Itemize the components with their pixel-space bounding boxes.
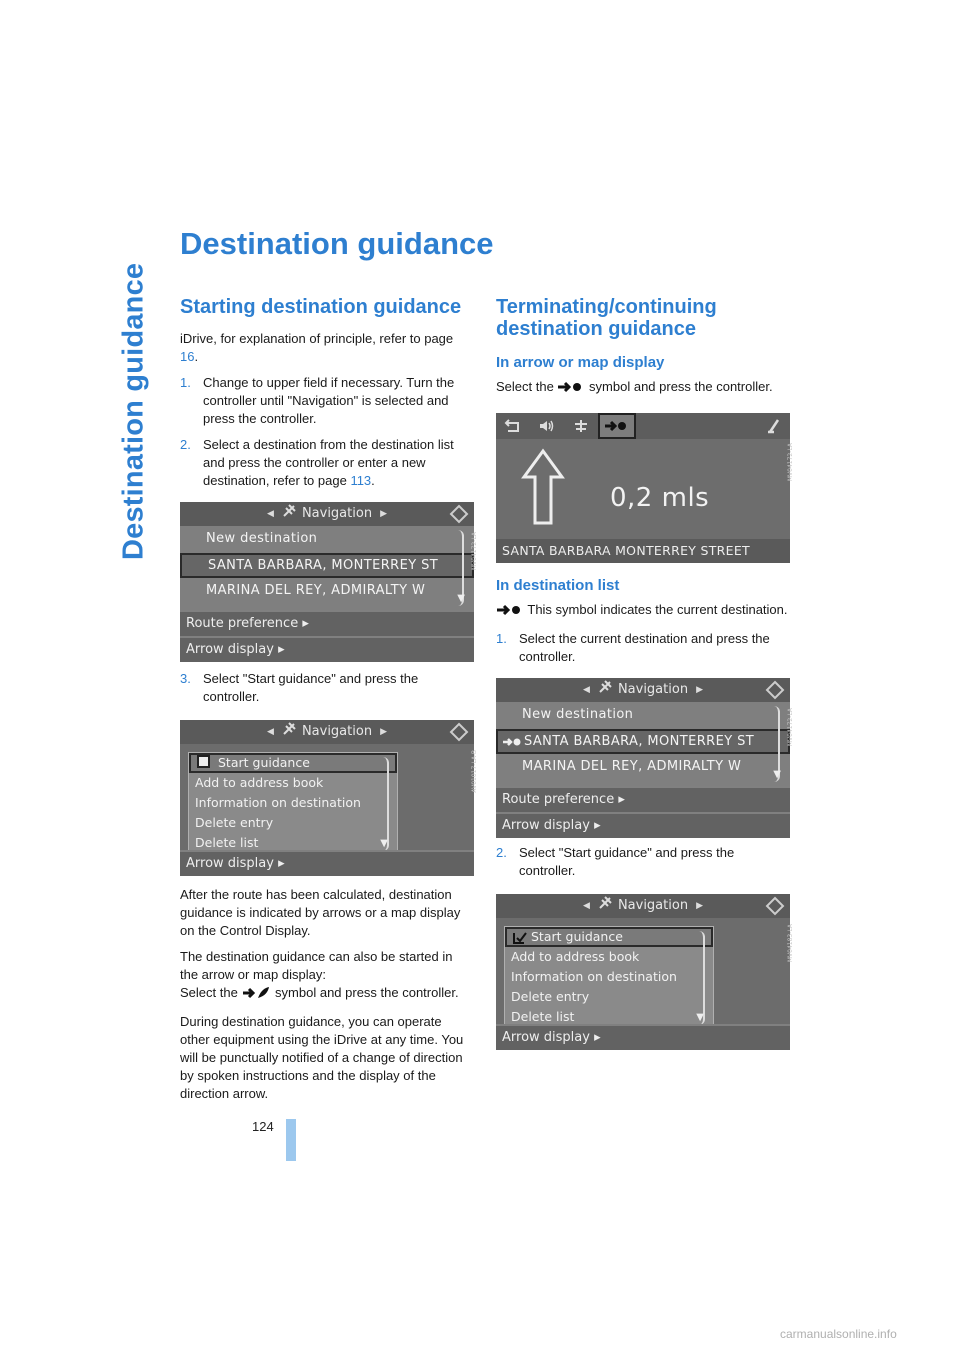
list-item[interactable]: New destination	[206, 531, 318, 546]
screenshot-arrow-display	[496, 413, 794, 563]
menu-item-information[interactable]: Information on destination	[511, 969, 677, 984]
page-title: Destination guidance	[180, 226, 494, 261]
screen-header: ◀ Navigation ▶	[180, 720, 474, 744]
image-code: MV04172-LA	[471, 532, 478, 571]
step-2: 2. Select "Start guidance" and press the controller.	[496, 845, 735, 878]
subheading-arrow-map: In arrow or map display	[496, 354, 665, 371]
popup-menu	[188, 752, 398, 856]
menu-item-add-address[interactable]: Add to address book	[195, 775, 324, 790]
left-arrow-icon: ◀	[267, 509, 274, 519]
options-icon	[450, 723, 468, 747]
left-arrow-icon: ◀	[583, 901, 590, 911]
screenshot-destination-list	[496, 678, 794, 834]
menu-item-delete-entry[interactable]: Delete entry	[195, 815, 274, 830]
list-item[interactable]: New destination	[522, 707, 634, 722]
menu-item-arrow-display[interactable]: Arrow display ▸	[180, 636, 474, 662]
right-arrow-icon: ▶	[380, 509, 387, 519]
scroll-down-icon: ▼	[773, 769, 781, 780]
right-arrow-icon: ▶	[380, 727, 387, 737]
page-link-16[interactable]: 16	[180, 349, 195, 364]
satellite-icon	[282, 504, 296, 524]
menu-item-arrow-display[interactable]: Arrow display ▸	[496, 812, 790, 838]
current-destination-icon	[557, 380, 585, 399]
subheading-destination-list: In destination list	[496, 577, 620, 594]
list-item[interactable]: MARINA DEL REY, ADMIRALTY W	[522, 759, 742, 774]
menu-item-delete-list[interactable]: Delete list	[195, 835, 259, 850]
paragraph-arrow-map: The destination guidance can also be started in the arrow or map display: Select the symbol and press the controller.	[180, 948, 474, 1005]
image-code: AV01017-LA-B	[471, 750, 478, 793]
left-arrow-icon: ◀	[267, 727, 274, 737]
watermark: carmanualsonline.info	[780, 1327, 897, 1341]
right-column	[496, 296, 792, 1050]
screen-header: ◀ Navigation ▶	[180, 502, 474, 526]
satellite-icon	[598, 896, 612, 916]
distance-readout: 0,2 mls	[610, 483, 710, 513]
paragraph-route-calculated: After the route has been calculated, destination guidance is indicated by arrows or a map display on the Control Display.	[180, 887, 461, 938]
satellite-icon	[598, 680, 612, 700]
route-icon[interactable]	[564, 415, 598, 437]
right-arrow-icon: ▶	[696, 685, 703, 695]
menu-item-delete-list[interactable]: Delete list	[511, 1009, 575, 1024]
image-code: MV04183-LA	[787, 924, 794, 963]
menu-item-start-guidance[interactable]: Start guidance	[189, 753, 397, 773]
menu-item-route-preference[interactable]: Route preference ▸	[496, 786, 790, 812]
scroll-down-icon: ▼	[380, 838, 388, 849]
checkmark-icon	[513, 932, 527, 948]
page-number: 124	[252, 1119, 274, 1134]
list-item[interactable]: MARINA DEL REY, ADMIRALTY W	[206, 583, 426, 598]
street-name: SANTA BARBARA MONTERREY STREET	[496, 539, 790, 563]
options-icon	[766, 897, 784, 921]
screen-header: ◀ Navigation ▶	[496, 678, 790, 702]
step-1: 1. Select the current destination and press the controller.	[496, 631, 770, 664]
step-1: 1. Change to upper field if necessary. Turn the controller until "Navigation" is selected and press the controller.	[180, 375, 455, 426]
pen-icon[interactable]	[756, 415, 790, 437]
guidance-symbol-icon[interactable]	[598, 413, 636, 439]
screen-header: ◀ Navigation ▶	[496, 894, 790, 918]
list-item-current[interactable]: SANTA BARBARA, MONTERREY ST	[496, 729, 790, 754]
scroll-down-icon: ▼	[457, 593, 465, 604]
list-item-selected[interactable]: SANTA BARBARA, MONTERREY ST	[180, 553, 474, 578]
volume-icon[interactable]	[530, 415, 564, 437]
toolbar	[496, 413, 790, 439]
popup-menu	[504, 926, 714, 1030]
step-2: 2. Select a destination from the destination list and press the controller or enter a new destination, refer to page 113.	[180, 437, 454, 488]
menu-item-arrow-display[interactable]: Arrow display ▸	[180, 850, 474, 876]
current-destination-icon	[502, 734, 524, 755]
left-arrow-icon: ◀	[583, 685, 590, 695]
guidance-symbol-icon	[241, 986, 271, 1005]
paragraph-operate-equipment: During destination guidance, you can operate other equipment using the iDrive at any time. You will be punctually notified of a change of direction by spoken instructions and the display of the direction arrow.	[180, 1014, 464, 1101]
menu-item-start-guidance[interactable]: Start guidance	[505, 927, 713, 947]
paragraph-select-symbol: Select the symbol and press the controller.	[496, 378, 792, 399]
direction-arrow-icon	[522, 449, 564, 531]
image-code: MV04172-LA	[787, 708, 794, 747]
back-icon[interactable]	[496, 415, 530, 437]
paragraph-symbol-indicates: This symbol indicates the current destination.	[496, 601, 792, 622]
screenshot-start-guidance-menu	[180, 720, 478, 876]
menu-item-route-preference[interactable]: Route preference ▸	[180, 610, 474, 636]
checkbox-icon	[197, 755, 210, 768]
right-arrow-icon: ▶	[696, 901, 703, 911]
left-column	[180, 296, 478, 1111]
intro-paragraph: iDrive, for explanation of principle, refer to page 16.	[180, 331, 454, 364]
screenshot-navigation-list	[180, 502, 478, 660]
menu-item-delete-entry[interactable]: Delete entry	[511, 989, 590, 1004]
current-destination-icon	[496, 603, 524, 622]
menu-item-add-address[interactable]: Add to address book	[511, 949, 640, 964]
step-3: 3. Select "Start guidance" and press the controller.	[180, 671, 419, 704]
menu-item-information[interactable]: Information on destination	[195, 795, 361, 810]
page-marker-bar	[286, 1119, 296, 1161]
satellite-icon	[282, 722, 296, 742]
menu-item-arrow-display[interactable]: Arrow display ▸	[496, 1024, 790, 1050]
screenshot-start-guidance-menu	[496, 894, 794, 1050]
scroll-down-icon: ▼	[696, 1012, 704, 1023]
image-code: MV04172-LA	[787, 443, 794, 482]
page-link-113[interactable]: 113	[350, 473, 372, 488]
section-heading-terminating: Terminating/continuing destination guidance	[496, 296, 717, 340]
sidebar-chapter-title: Destination guidance	[117, 262, 150, 560]
section-heading-starting: Starting destination guidance	[180, 296, 462, 318]
